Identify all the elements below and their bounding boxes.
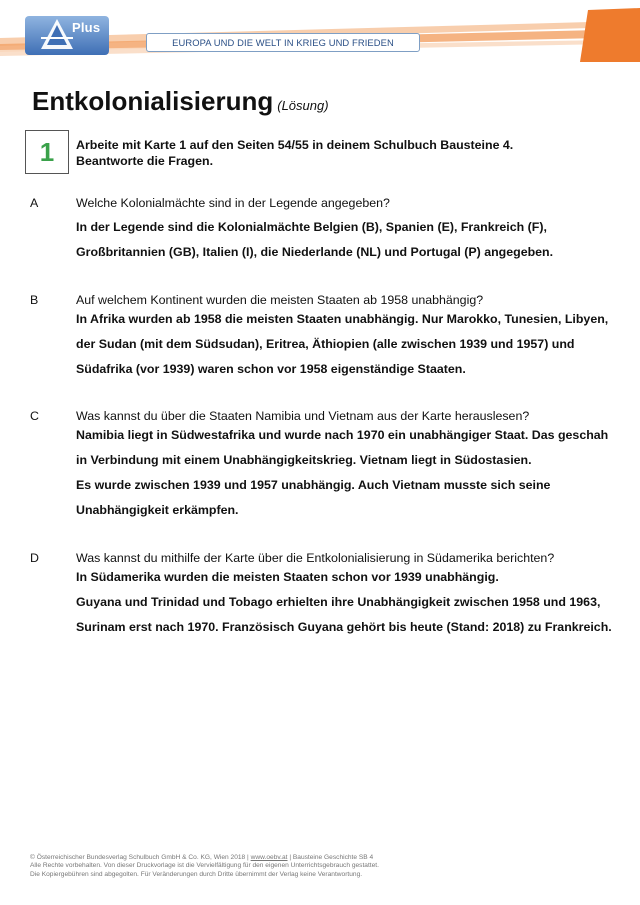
question-d: Was kannst du mithilfe der Karte über die Entkolonialisierung in Südamerika berichten? — [76, 551, 555, 565]
question-letter-a: A — [30, 196, 39, 210]
task-line-2: Beantworte die Fragen. — [76, 154, 214, 168]
question-letter-c: C — [30, 409, 39, 423]
answer-c-line: in Verbindung mit einem Unabhängigkeitskrieg. Vietnam liegt in Südostasien. — [76, 453, 532, 467]
footer-link[interactable]: www.oebv.at — [250, 854, 288, 861]
answer-c-line: Namibia liegt in Südwestafrika und wurde nach 1970 ein unabhängiger Staat. Das geschah — [76, 428, 609, 442]
answer-b-line: In Afrika wurden ab 1958 die meisten Staaten unabhängig. Nur Marokko, Tunesien, Libyen, — [76, 312, 609, 326]
footer-line-2: Alle Rechte vorbehalten. Von dieser Druckvorlage ist die Vervielfältigung für den eigenen Unterrichtsgebrauch gestattet. — [30, 862, 379, 870]
footer-book: | Bausteine Geschichte SB 4 — [287, 854, 374, 861]
footer-copyright: © Österreichischer Bundesverlag Schulbuch GmbH & Co. KG, Wien 2018 | — [30, 854, 251, 861]
answer-a-line: In der Legende sind die Kolonialmächte Belgien (B), Spanien (E), Frankreich (F), — [76, 220, 547, 234]
answer-b — [76, 309, 624, 384]
question-c: Was kannst du über die Staaten Namibia und Vietnam aus der Karte herauslesen? — [76, 409, 530, 423]
answer-c-line: Es wurde zwischen 1939 und 1957 unabhängig. Auch Vietnam musste sich seine — [76, 478, 551, 492]
answer-d — [76, 567, 624, 642]
task-instructions — [76, 137, 596, 169]
answer-b-line: der Sudan (mit dem Südsudan), Eritrea, Äthiopien (alle zwischen 1939 und 1957) und — [76, 337, 575, 351]
answer-a-line: Großbritannien (GB), Italien (I), die Niederlande (NL) und Portugal (P) angegeben. — [76, 245, 554, 259]
orange-corner-block — [580, 8, 640, 62]
footer — [30, 854, 590, 879]
answer-a — [76, 217, 624, 267]
footer-line-3: Die Kopiergebühren sind abgegolten. Für Veränderungen durch Dritte übernimmt der Verlag keine Verantwortung. — [30, 870, 363, 878]
page-title-main: Entkolonialisierung — [32, 86, 274, 116]
page-title-sub: (Lösung) — [277, 98, 329, 113]
page-title — [32, 86, 329, 117]
answer-b-line: Südafrika (vor 1939) waren schon vor 1958 eigenständige Staaten. — [76, 362, 466, 376]
question-letter-b: B — [30, 293, 39, 307]
logo-text: Plus — [72, 20, 101, 35]
series-title: EUROPA UND DIE WELT IN KRIEG UND FRIEDEN — [146, 33, 420, 52]
answer-c-line: Unabhängigkeit erkämpfen. — [76, 503, 239, 517]
footer-line-1 — [30, 854, 590, 862]
question-b: Auf welchem Kontinent wurden die meisten Staaten ab 1958 unabhängig? — [76, 293, 484, 307]
question-letter-d: D — [30, 551, 39, 565]
answer-c — [76, 425, 624, 525]
question-a: Welche Kolonialmächte sind in der Legende angegeben? — [76, 196, 390, 210]
answer-d-line: Surinam erst nach 1970. Französisch Guyana gehört bis heute (Stand: 2018) zu Frankreich. — [76, 620, 612, 634]
answer-d-line: Guyana und Trinidad und Tobago erhielten ihre Unabhängigkeit zwischen 1958 und 1963, — [76, 595, 601, 609]
answer-d-line: In Südamerika wurden die meisten Staaten schon vor 1939 unabhängig. — [76, 570, 499, 584]
task-number-box: 1 — [25, 130, 69, 174]
task-line-1: Arbeite mit Karte 1 auf den Seiten 54/55 in deinem Schulbuch Bausteine 4. — [76, 138, 514, 152]
